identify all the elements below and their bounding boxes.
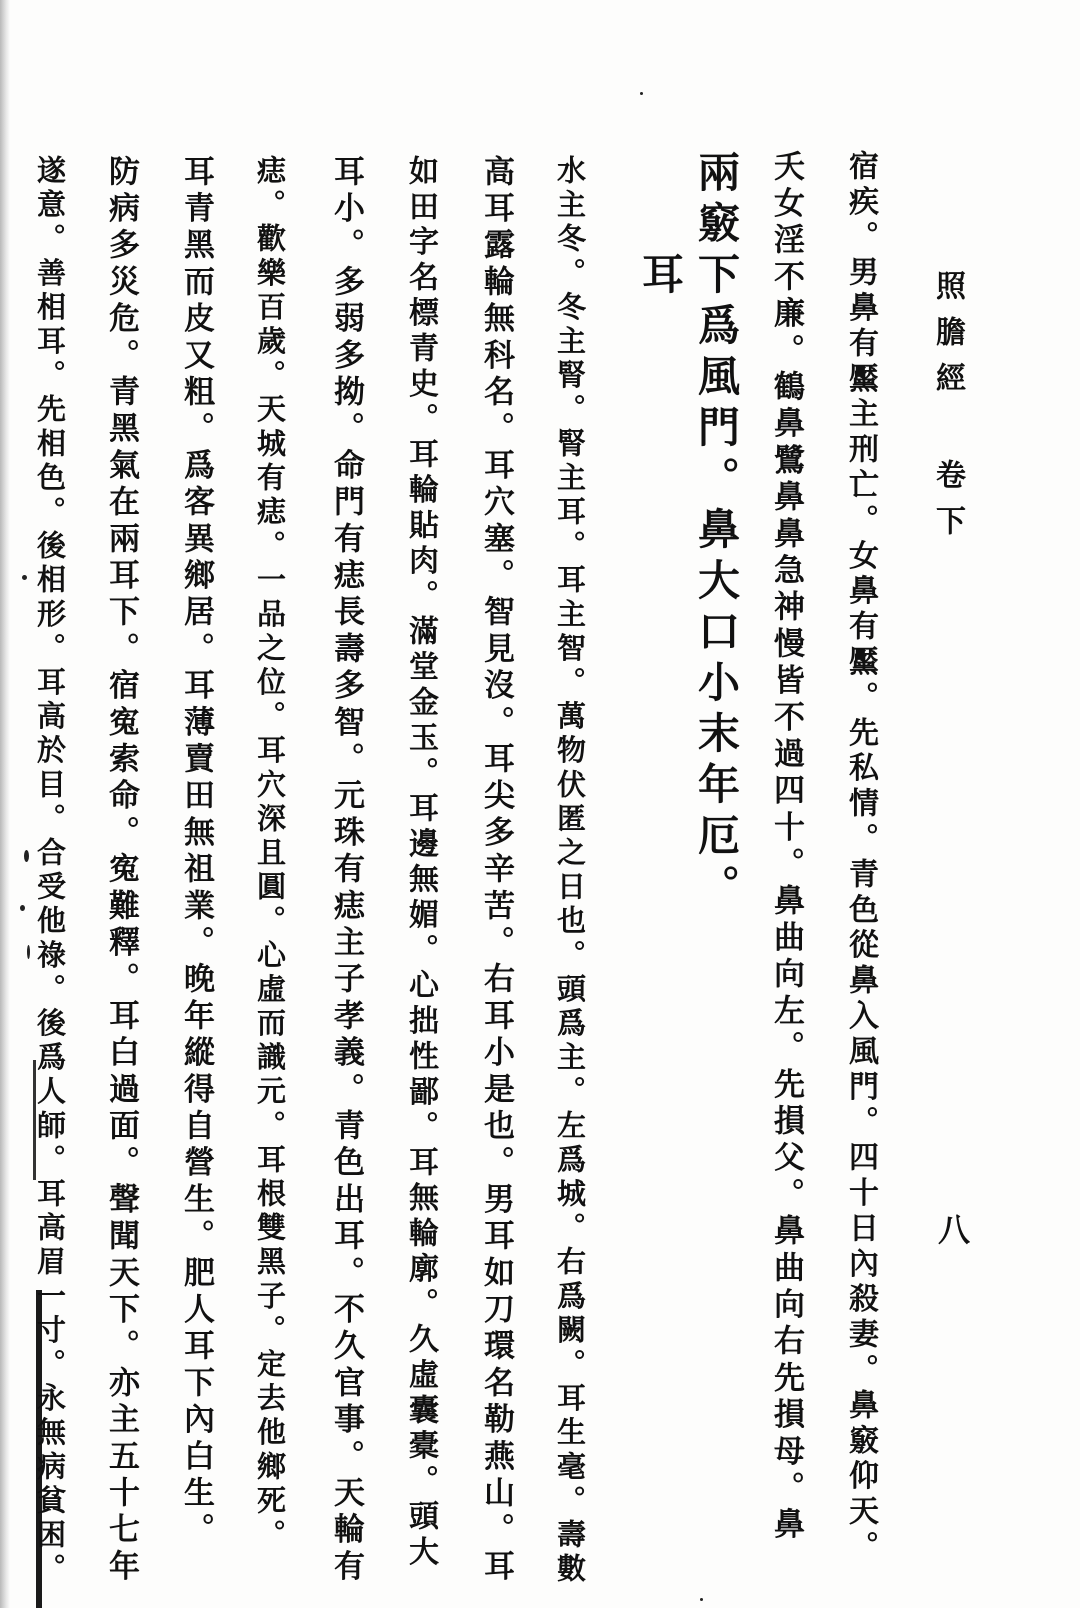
page-number: 八 (938, 1211, 971, 1249)
scan-speck (640, 92, 643, 95)
text-column-11: 遂意。善相耳。先相色。後相形。耳高於目。合受他祿。後爲人師。耳高眉一寸。永無病貧困。 (33, 155, 67, 1588)
scan-speck (24, 850, 29, 862)
text-column-10: 防病多災危。青黑氣在兩耳下。宿寃索命。寃難釋。耳白過面。聲聞天下。亦主五十七年 (103, 155, 139, 1587)
text-column-6: 如田字名標青史。耳輪貼肉。滿堂金玉。耳邊無媚。心拙性鄙。耳無輪廓。久虛囊橐。頭大 (403, 155, 438, 1571)
text-column-2: 夭女淫不廉。鶴鼻鷺鼻鼻急神慢皆不過四十。鼻曲向左。先損父。鼻曲向右先損母。鼻 (768, 150, 804, 1545)
text-column-8: 痣。歡樂百歲。天城有痣。一品之位。耳穴深且圓。心虛而識元。耳根雙黑子。定去他鄉死。 (253, 155, 287, 1554)
scan-speck (27, 945, 30, 959)
text-column-3: 兩竅下爲風門。鼻大口小末年厄。 (692, 150, 741, 915)
scan-gutter-shadow (0, 0, 10, 1608)
scan-speck (700, 1598, 703, 1601)
text-column-1: 宿疾。男鼻有黶主刑亡。女鼻有黶。先私情。青色從鼻入風門。四十日內殺妻。鼻竅仰天。 (843, 150, 878, 1566)
text-column-5: 高耳露輪無科名。耳穴塞。智見沒。耳尖多辛苦。右耳小是也。男耳如刀環名勒燕山。耳 (478, 155, 514, 1587)
scan-speck (22, 575, 27, 580)
text-column-7: 耳小。多弱多拗。命門有痣長壽多智。元珠有痣主子孝義。青色出耳。不久官事。天輪有 (328, 155, 364, 1587)
section-heading-ear: 耳 (636, 252, 685, 294)
scan-speck (20, 905, 25, 911)
text-column-9: 耳青黑而皮又粗。爲客異鄉居。耳薄賣田無祖業。晚年縱得自營生。肥人耳下內白生。 (178, 155, 214, 1550)
text-column-4: 水主冬。冬主腎。腎主耳。耳主智。萬物伏匿之日也。頭爲主。左爲城。右爲闕。耳生毫。壽數 (553, 155, 587, 1588)
running-head: 照膽經 卷下 (930, 270, 965, 551)
